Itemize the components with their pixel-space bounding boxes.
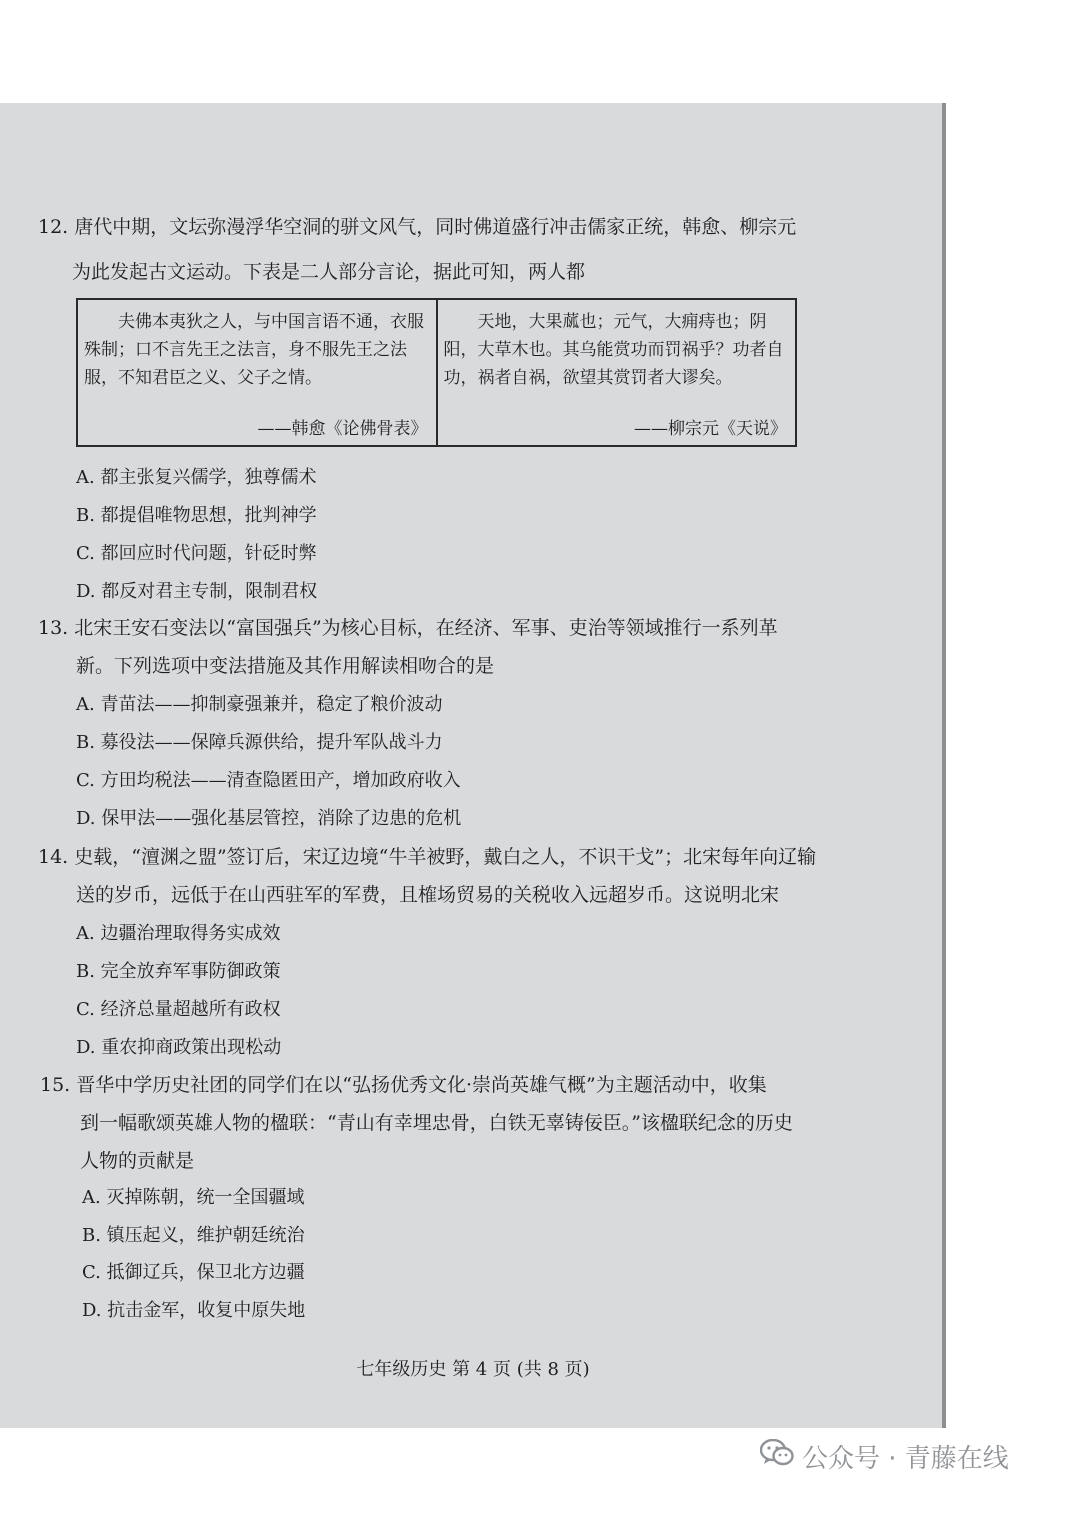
q14-option-b: B. 完全放弃军事防御政策	[76, 961, 281, 982]
page-footer: 七年级历史 第 4 页 (共 8 页)	[356, 1359, 590, 1380]
q12-option-a: A. 都主张复兴儒学，独尊儒术	[76, 467, 317, 488]
q12-option-b: B. 都提倡唯物思想，批判神学	[76, 505, 317, 526]
q15-stem-line-3: 人物的贡献是	[80, 1150, 195, 1172]
q14-option-a: A. 边疆治理取得务实成效	[76, 923, 281, 944]
q15-stem-line-2: 到一幅歌颂英雄人物的楹联：“青山有幸埋忠骨，白铁无辜铸佞臣。”该楹联纪念的历史	[80, 1112, 793, 1134]
q12-option-c: C. 都回应时代问题，针砭时弊	[76, 543, 317, 564]
q12-stem-line-2: 为此发起古文运动。下表是二人部分言论，据此可知，两人都	[72, 261, 586, 283]
q13-option-c: C. 方田均税法——清查隐匿田产，增加政府收入	[76, 770, 461, 791]
q12-quote-right-source: ——柳宗元《天说》	[634, 419, 787, 439]
q12-quote-table	[76, 298, 797, 447]
q12-quote-right	[438, 300, 796, 445]
q13-stem-line-2: 新。下列选项中变法措施及其作用解读相吻合的是	[76, 655, 495, 677]
watermark	[760, 1436, 1009, 1476]
q15-option-c: C. 抵御辽兵，保卫北方边疆	[82, 1262, 305, 1283]
q12-quote-right-text: 天地，大果蓏也；元气，大痈痔也；阴阳，大草木也。其乌能赏功而罚祸乎？功者自功，祸者自祸，欲望其赏罚者大谬矣。	[443, 312, 784, 388]
watermark-text: 公众号 · 青藤在线	[802, 1443, 1009, 1474]
q12-quote-left	[78, 300, 438, 445]
q14-option-d: D. 重农抑商政策出现松动	[76, 1037, 282, 1058]
q14-stem-line-2: 送的岁币，远低于在山西驻军的军费，且榷场贸易的关税收入远超岁币。这说明北宋	[76, 884, 780, 906]
q12-quote-left-text: 夫佛本夷狄之人，与中国言语不通，衣服殊制；口不言先王之法言，身不服先王之法服，不知君臣之义、父子之情。	[84, 312, 424, 388]
q14-stem-line-1: 14. 史载，“澶渊之盟”签订后，宋辽边境“牛羊被野，戴白之人，不识干戈”；北宋每年向辽输	[38, 846, 817, 868]
q14-option-c: C. 经济总量超越所有政权	[76, 999, 281, 1020]
q13-option-a: A. 青苗法——抑制豪强兼并，稳定了粮价波动	[76, 694, 443, 715]
q13-option-b: B. 募役法——保障兵源供给，提升军队战斗力	[76, 732, 443, 753]
q13-option-d: D. 保甲法——强化基层管控，消除了边患的危机	[76, 808, 462, 829]
q12-stem-line-1: 12. 唐代中期，文坛弥漫浮华空洞的骈文风气，同时佛道盛行冲击儒家正统，韩愈、柳宗元	[38, 216, 797, 238]
wechat-icon	[760, 1439, 794, 1474]
q15-option-a: A. 灭掉陈朝，统一全国疆域	[82, 1187, 305, 1208]
q13-stem-line-1: 13. 北宋王安石变法以“富国强兵”为核心目标，在经济、军事、吏治等领域推行一系列革	[38, 617, 778, 639]
q15-stem-line-1: 15. 晋华中学历史社团的同学们在以“弘扬优秀文化·崇尚英雄气概”为主题活动中，收集	[40, 1074, 767, 1096]
q12-quote-left-source: ——韩愈《论佛骨表》	[257, 419, 428, 439]
q12-option-d: D. 都反对君主专制，限制君权	[76, 581, 318, 602]
q15-option-d: D. 抗击金军，收复中原失地	[82, 1300, 306, 1321]
q15-option-b: B. 镇压起义，维护朝廷统治	[82, 1225, 305, 1246]
